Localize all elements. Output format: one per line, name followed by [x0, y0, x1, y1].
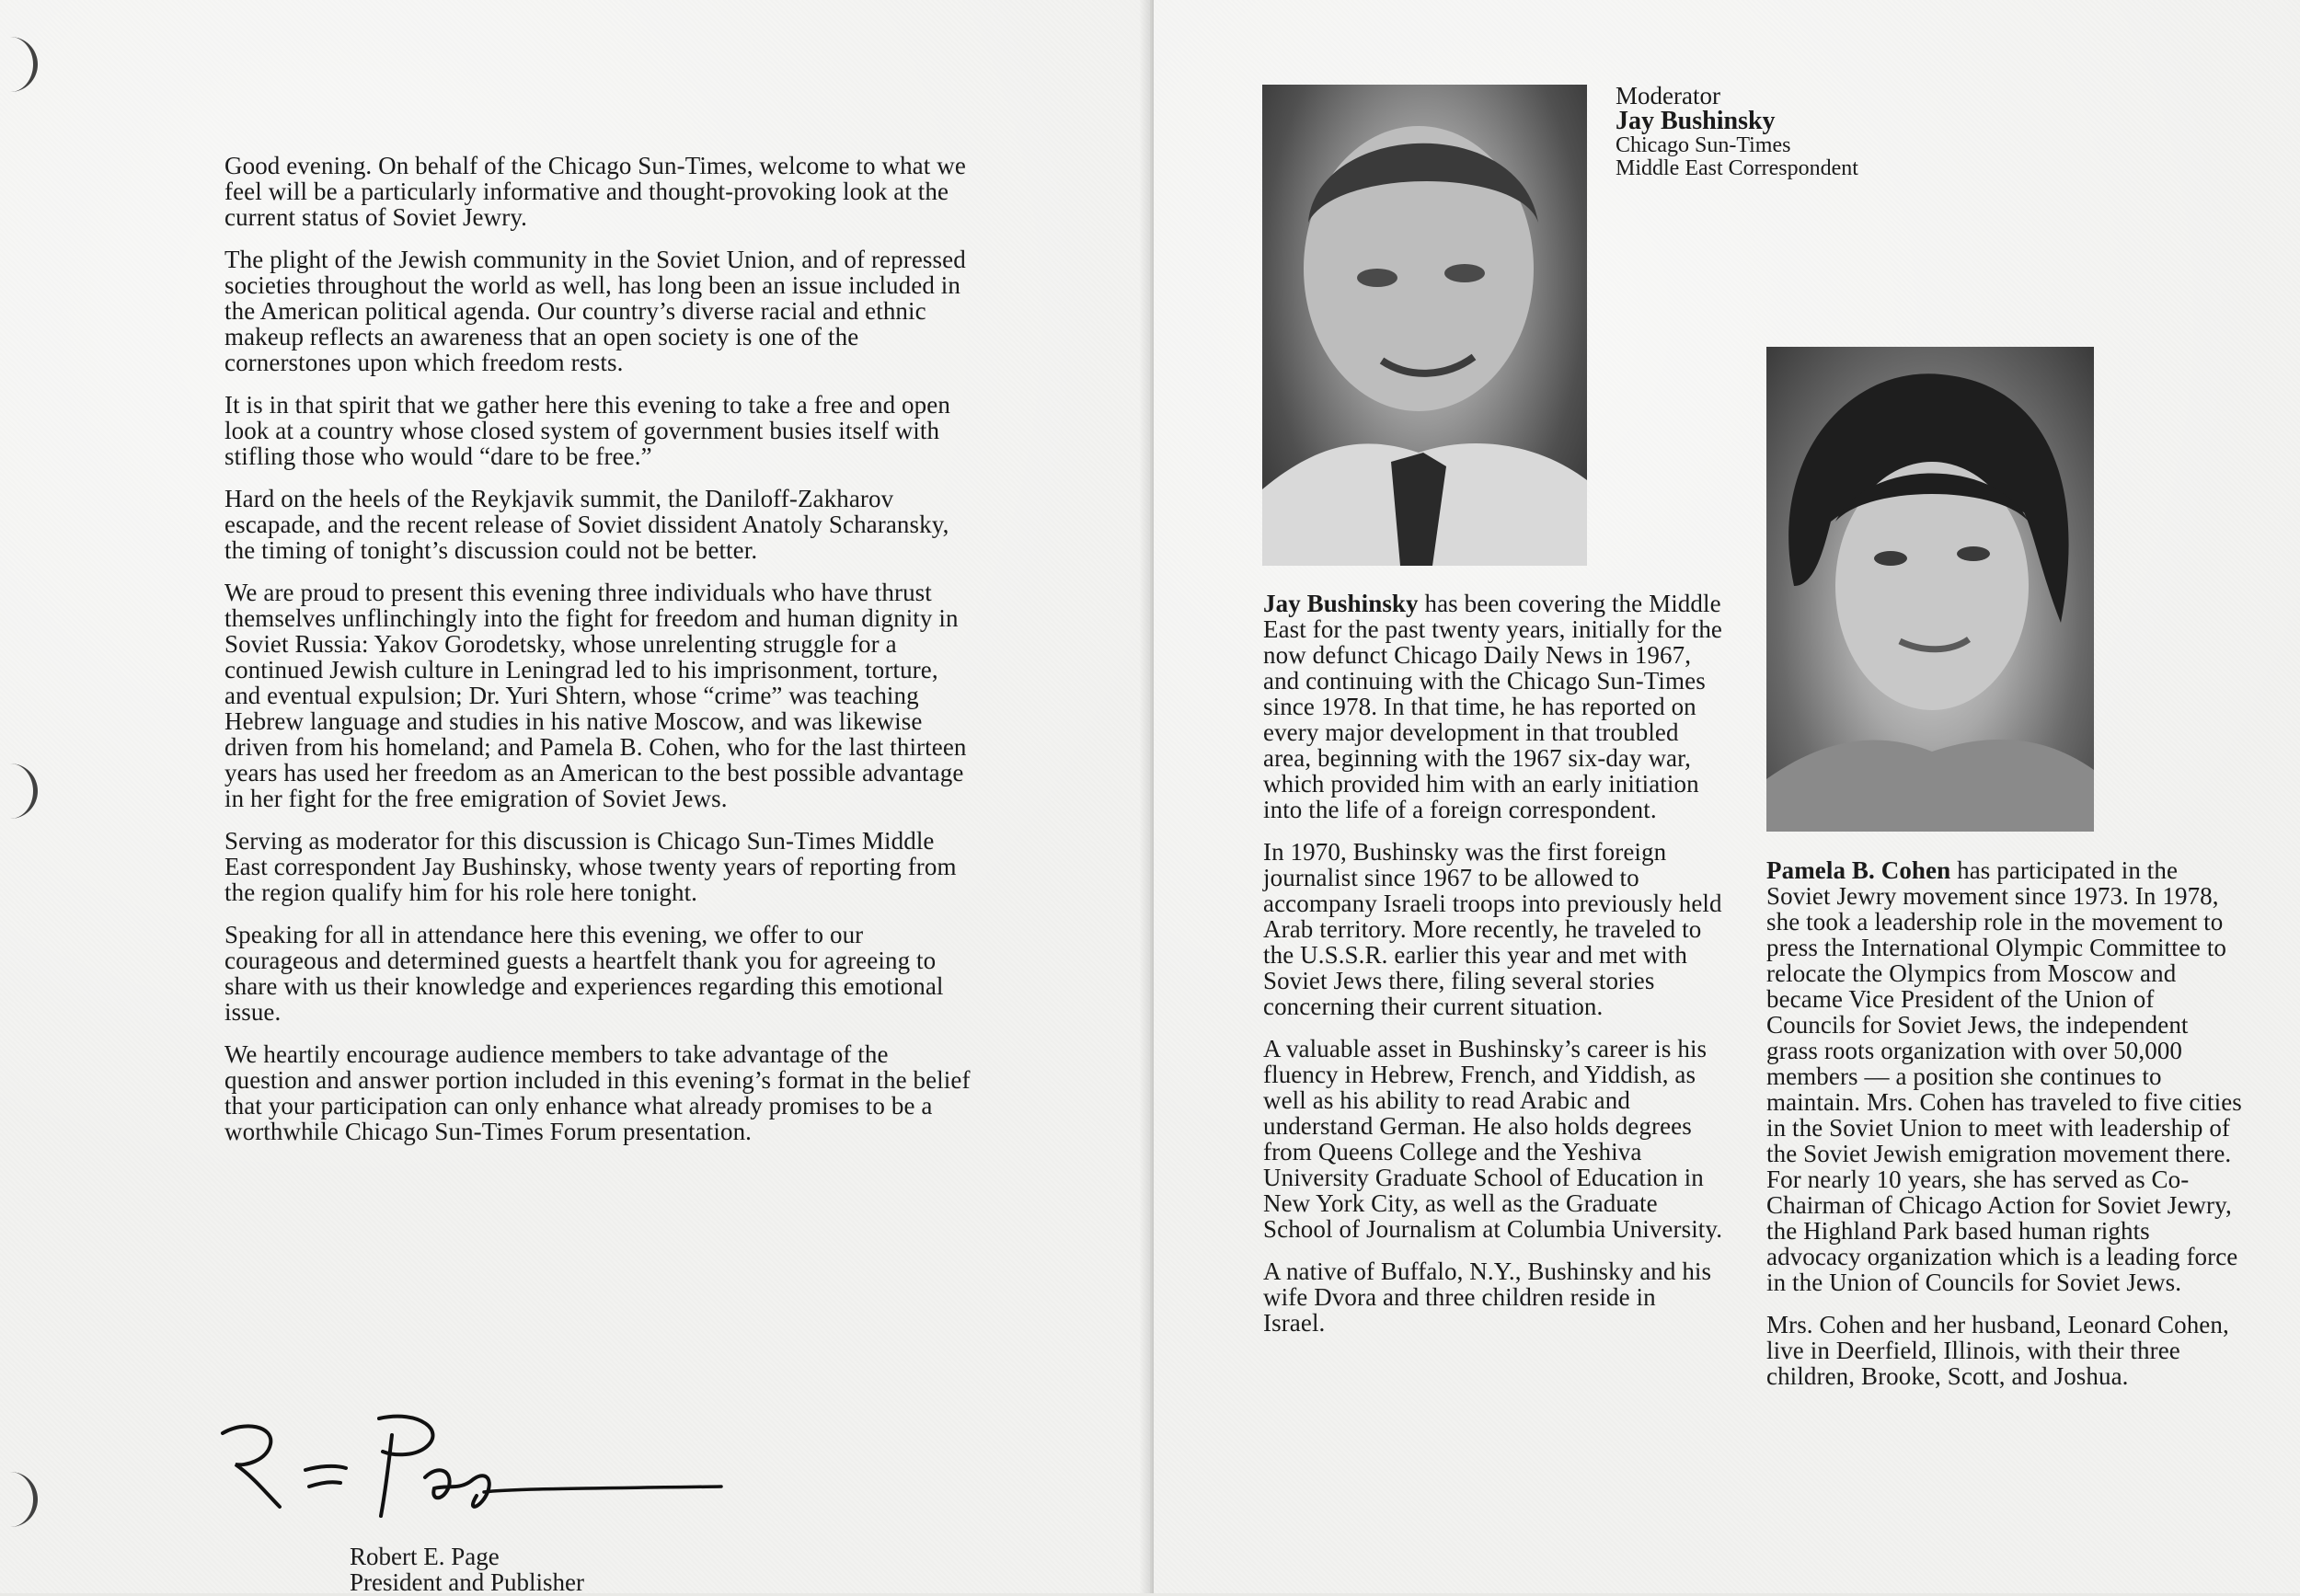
- letter-paragraph: It is in that spirit that we gather here this evening to take a free and open look at a country whose closed system of government busies itself with stifling those who would “dare to be free.”: [224, 391, 950, 470]
- moderator-caption: [1616, 83, 1858, 180]
- welcome-letter: [224, 153, 979, 1161]
- binding-staple-icon: [6, 37, 38, 92]
- letter-paragraph: We are proud to present this evening three individuals who have thrust themselves unflinchingly into the fight for freedom and human dignity in Soviet Russia: Yakov Gorodetsky, whose unrelenting struggle for a continued Jewish culture in Leningrad led to his imprisonment, torture, and eventual expulsion; Dr. Yuri Shtern, whose “crime” was teaching Hebrew language and studies in his native Moscow, and was likewise driven from his homeland; and Pamela B. Cohen, who for the last thirteen years has used her freedom as an American to the best possible advantage in her fight for the free emigration of Soviet Jews.: [224, 579, 967, 812]
- portrait-photo-icon: [1766, 347, 2094, 832]
- signer-title: President and Publisher: [350, 1568, 584, 1596]
- handwritten-signature-icon: [217, 1413, 732, 1523]
- letter-paragraph: Serving as moderator for this discussion is Chicago Sun-Times Middle East correspondent Jay Bushinsky, whose twenty years of reporting from the region qualify him for his role here tonight.: [224, 827, 957, 906]
- bio-text: has been covering the Middle East for the past twenty years, initially for the now defunct Chicago Daily News in 1967, and continuing with the Chicago Sun-Times since 1978. In that time, he has reported on every major development in that troubled area, beginning with the 1967 six-day war, which provided him with an early initiation into the life of a foreign correspondent.: [1263, 590, 1723, 823]
- portrait-photo-icon: [1262, 85, 1587, 566]
- bushinsky-bio: [1263, 591, 1723, 1352]
- bio-paragraph: In 1970, Bushinsky was the first foreign journalist since 1967 to be allowed to accompany Israeli troops into previously held Arab territory. More recently, he traveled to the U.S.S.R. earlier this year and met with Soviet Jews there, filing several stories concerning their current situation.: [1263, 838, 1722, 1020]
- bio-lead-name: Jay Bushinsky: [1263, 590, 1419, 617]
- cohen-bio: [1766, 857, 2245, 1406]
- bio-paragraph: A valuable asset in Bushinsky’s career is his fluency in Hebrew, French, and Yiddish, as well as his ability to read Arabic and understand German. He also holds degrees from Queens College and the Yeshiva University Graduate School of Education in New York City, as well as the Graduate School of Journalism at Columbia University.: [1263, 1035, 1723, 1243]
- letter-paragraph: Speaking for all in attendance here this evening, we offer to our courageous and determined guests a heartfelt thank you for agreeing to share with us their knowledge and experiences regarding this emotional issue.: [224, 921, 944, 1026]
- signer-block: [350, 1544, 584, 1595]
- bio-lead-name: Pamela B. Cohen: [1766, 856, 1951, 884]
- letter-paragraph: The plight of the Jewish community in the Soviet Union, and of repressed societies throughout the world as well, has long been an issue included in the American political agenda. Our country’s diverse racial and ethnic makeup reflects an awareness that an open society is one of the cornerstones upon which freedom rests.: [224, 246, 966, 376]
- bio-paragraph: [1766, 857, 2245, 1295]
- bio-paragraph: [1263, 591, 1723, 822]
- bio-text: has participated in the Soviet Jewry movement since 1973. In 1978, she took a leadership role in the movement to press the International Olympic Committee to relocate the Olympics from Moscow and became Vice President of the Union of Councils for Soviet Jews, the independent grass roots organization with over 50,000 members — a position she continues to maintain. Mrs. Cohen has traveled to five cities in the Soviet Union to meet with leadership of the Soviet Jewish emigration movement there. For nearly 10 years, she has served as Co-Chairman of Chicago Action for Soviet Jewry, the Highland Park based human rights advocacy organization which is a leading force in the Union of Councils for Soviet Jews.: [1766, 856, 2242, 1296]
- moderator-role: Middle East Correspondent: [1616, 156, 1858, 180]
- bio-paragraph: Mrs. Cohen and her husband, Leonard Cohen, live in Deerfield, Illinois, with their three children, Brooke, Scott, and Joshua.: [1766, 1311, 2229, 1390]
- letter-paragraph: Hard on the heels of the Reykjavik summit, the Daniloff-Zakharov escapade, and the recent release of Soviet dissident Anatoly Scharansky, the timing of tonight’s discussion could not be better.: [224, 485, 949, 564]
- binding-staple-icon: [6, 1472, 38, 1527]
- bio-paragraph: A native of Buffalo, N.Y., Bushinsky and his wife Dvora and three children reside in Israel.: [1263, 1257, 1712, 1337]
- moderator-name: Jay Bushinsky: [1616, 107, 1776, 135]
- letter-paragraph: We heartily encourage audience members to take advantage of the question and answer portion included in this evening’s format in the belief that your participation can only enhance what already promises to be a worthwhile Chicago Sun-Times Forum presentation.: [224, 1040, 971, 1145]
- letter-paragraph: Good evening. On behalf of the Chicago Sun-Times, welcome to what we feel will be a particularly informative and thought-provoking look at the current status of Soviet Jewry.: [224, 152, 966, 231]
- signer-name: Robert E. Page: [350, 1543, 500, 1570]
- moderator-label: Moderator: [1616, 82, 1720, 109]
- binding-staple-icon: [6, 764, 38, 819]
- moderator-org: Chicago Sun-Times: [1616, 133, 1791, 157]
